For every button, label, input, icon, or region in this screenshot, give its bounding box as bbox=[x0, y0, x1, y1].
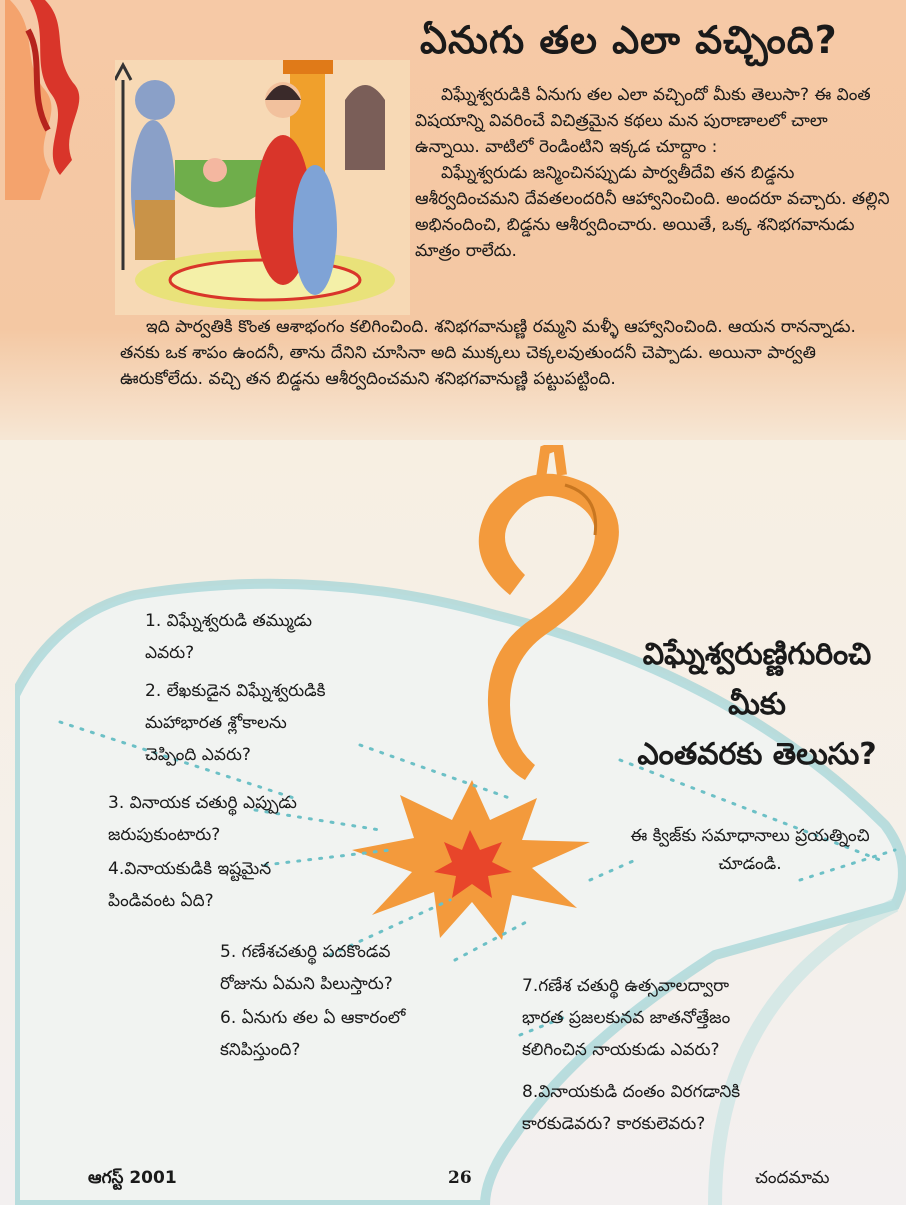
quiz-heading-line-1: విఘ్నేశ్వరుణ్ణిగురించి bbox=[642, 637, 872, 672]
quiz-question-3: 3. వినాయక చతుర్థి ఎప్పుడు జరుపుకుంటారు? bbox=[108, 793, 297, 845]
issue-date: ఆగస్ట్ 2001 bbox=[88, 1168, 177, 1188]
quiz-note: ఈ క్విజ్‌కు సమాధానాలు ప్రయత్నించి చూడండి. bbox=[630, 826, 870, 874]
story-paragraph-3: ఇది పార్వతికి కొంత ఆశాభంగం కలిగించింది. శనిభగవానుణ్ణి రమ్మని మళ్ళీ ఆహ్వానించింది. ఆయన రానన్నాడు. తనకు ఒక శాపం ఉందనీ, తాను దేనిని చూసినా అది ముక్కలు చెక్కలవుతుందనీ చెప్పాడు. అయినా పార్వతి ఊరుకోలేదు. వచ్చి తన బిడ్డను ఆశీర్వదించమని శనిభగవానుణ్ణి పట్టుపట్టింది. bbox=[120, 317, 856, 389]
quiz-question-2: 2. లేఖకుడైన విఘ్నేశ్వరుడికి మహాభారత శ్లోకాలను చెప్పింది ఎవరు? bbox=[145, 681, 326, 765]
quiz-question-8: 8.వినాయకుడి దంతం విరగడానికి కారకుడెవరు? కారకులెవరు? bbox=[522, 1082, 741, 1134]
quiz-question-7: 7.గణేశ చతుర్థి ఉత్సవాలద్వారా భారత ప్రజలకునవ జాతనోత్తేజం కలిగించిన నాయకుడు ఎవరు? bbox=[522, 976, 731, 1060]
quiz-heading-line-2: మీకు bbox=[728, 687, 786, 722]
story-paragraph-2: విఘ్నేశ్వరుడు జన్మించినప్పుడు పార్వతీదేవి తన బిడ్డను ఆశీర్వదించమని దేవతలందరినీ ఆహ్వానించింది. అందరూ వచ్చారు. తల్లిని అభినందించి, బిడ్డను ఆశీర్వదించారు. అయితే, ఒక్క శనిభగవానుడు మాత్రం రాలేదు. bbox=[415, 163, 890, 261]
magazine-name: చందమామ bbox=[755, 1168, 830, 1188]
quiz-question-1: 1. విఘ్నేశ్వరుడి తమ్ముడు ఎవరు? bbox=[145, 611, 313, 663]
quiz-question-4: 4.వినాయకుడికి ఇష్టమైన పిండివంట ఏది? bbox=[108, 859, 272, 911]
page-footer bbox=[0, 1165, 906, 1195]
quiz-heading bbox=[612, 630, 902, 780]
quiz-question-5: 5. గణేశచతుర్థి పదకొండవ రోజును ఏమని పిలుస్తారు? bbox=[220, 942, 393, 994]
page-number: 26 bbox=[448, 1168, 472, 1188]
quiz-question-6: 6. ఏనుగు తల ఏ ఆకారంలో కనిపిస్తుంది? bbox=[220, 1008, 406, 1060]
story-paragraph-1: విఘ్నేశ్వరుడికి ఏనుగు తల ఎలా వచ్చిందో మీకు తెలుసా? ఈ వింత విషయాన్ని వివరించే విచిత్రమైన కథలు మన పురాణాలలో చాలా ఉన్నాయి. వాటిలో రెండింటిని ఇక్కడ చూద్దాం : bbox=[415, 85, 871, 157]
quiz-heading-line-3: ఎంతవరకు తెలుసు? bbox=[637, 737, 877, 772]
page-title: ఏనుగు తల ఎలా వచ్చింది? bbox=[420, 18, 838, 62]
